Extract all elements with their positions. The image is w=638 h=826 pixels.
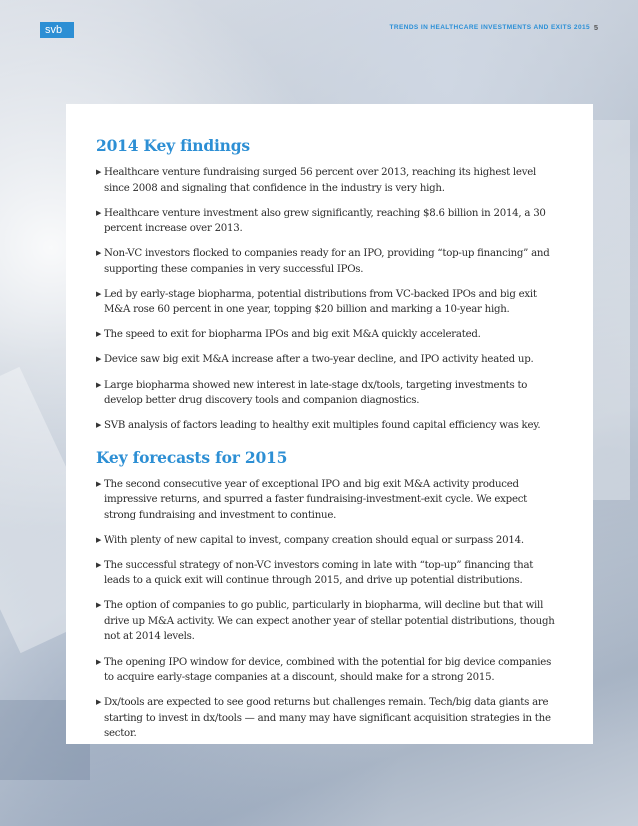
section-heading-findings: 2014 Key findings <box>96 136 250 155</box>
svb-logo: svb <box>40 22 74 38</box>
section-heading-forecasts: Key forecasts for 2015 <box>96 447 288 467</box>
bullet-icon: ▶ <box>96 355 102 364</box>
page-number: 5 <box>593 23 598 32</box>
list-item: ▶ The option of companies to go public, particularly in biopharma, will decline but that will drive up M&A activity. We can expect another year of stellar potential distributions, though not at 2014 levels. <box>96 600 555 643</box>
list-item: ▶ Device saw big exit M&A increase after a two-year decline, and IPO activity heated up. <box>96 352 556 368</box>
bullet-icon: ▶ <box>96 208 102 217</box>
bullet-icon: ▶ <box>96 535 102 544</box>
bullet-icon: ▶ <box>96 698 102 707</box>
list-item: ▶ The speed to exit for biopharma IPOs and big exit M&A quickly accelerated. <box>96 327 556 343</box>
bullet-icon: ▶ <box>96 168 102 176</box>
list-item: ▶ Led by early-stage biopharma, potential distributions from VC-backed IPOs and big exit M&A rose 60 percent in one year, topping $20 billion and marking a 10-year high. <box>96 288 537 316</box>
list-item: ▶ Dx/tools are expected to see good returns but challenges remain. Tech/big data giants are starting to invest in dx/tools — and many may have significant acquisition strategies in the sector. <box>96 697 551 740</box>
bullet-icon: ▶ <box>96 560 102 569</box>
list-item: ▶ With plenty of new capital to invest, company creation should equal or surpass 2014. <box>96 533 556 549</box>
main-content <box>96 136 556 751</box>
list-item: ▶ The successful strategy of non-VC investors coming in late with “top-up” financing that leads to a quick exit will continue through 2015, and drive up potential distributions. <box>96 559 534 587</box>
bullet-icon: ▶ <box>96 657 102 666</box>
list-item: ▶ SVB analysis of factors leading to healthy exit multiples found capital efficiency was key. <box>96 418 556 434</box>
chevron-right-icon <box>62 20 76 40</box>
bullet-icon: ▶ <box>96 479 102 488</box>
list-item: ▶ The second consecutive year of exceptional IPO and big exit M&A activity produced impressive returns, and spurred a faster fundraising-investment-exit cycle. We expect strong fundraising and investment to continue. <box>96 478 528 521</box>
list-item: ▶ The opening IPO window for device, combined with the potential for big device companies to acquire early-stage companies at a discount, should make for a strong 2015. <box>96 656 552 684</box>
bullet-icon: ▶ <box>96 380 102 389</box>
list-item: ▶ Healthcare venture fundraising surged 56 percent over 2013, reaching its highest level since 2008 and signaling that confidence in the industry is very high. <box>96 167 536 194</box>
forecasts-list <box>96 477 556 742</box>
bullet-icon: ▶ <box>96 601 102 610</box>
findings-list <box>96 165 556 434</box>
bullet-icon: ▶ <box>96 421 102 430</box>
report-title: TRENDS IN HEALTHCARE INVESTMENTS AND EXITS 2015 <box>389 24 590 31</box>
bullet-icon: ▶ <box>96 330 102 339</box>
bullet-icon: ▶ <box>96 289 102 298</box>
list-item: ▶ Large biopharma showed new interest in late-stage dx/tools, targeting investments to develop better drug discovery tools and companion diagnostics. <box>96 379 528 407</box>
list-item: ▶ Healthcare venture investment also grew significantly, reaching $8.6 billion in 2014, a 30 percent increase over 2013. <box>96 207 546 235</box>
bullet-icon: ▶ <box>96 249 102 258</box>
list-item: ▶ Non-VC investors flocked to companies ready for an IPO, providing “top-up financing” and supporting these companies in very successful IPOs. <box>96 248 550 275</box>
